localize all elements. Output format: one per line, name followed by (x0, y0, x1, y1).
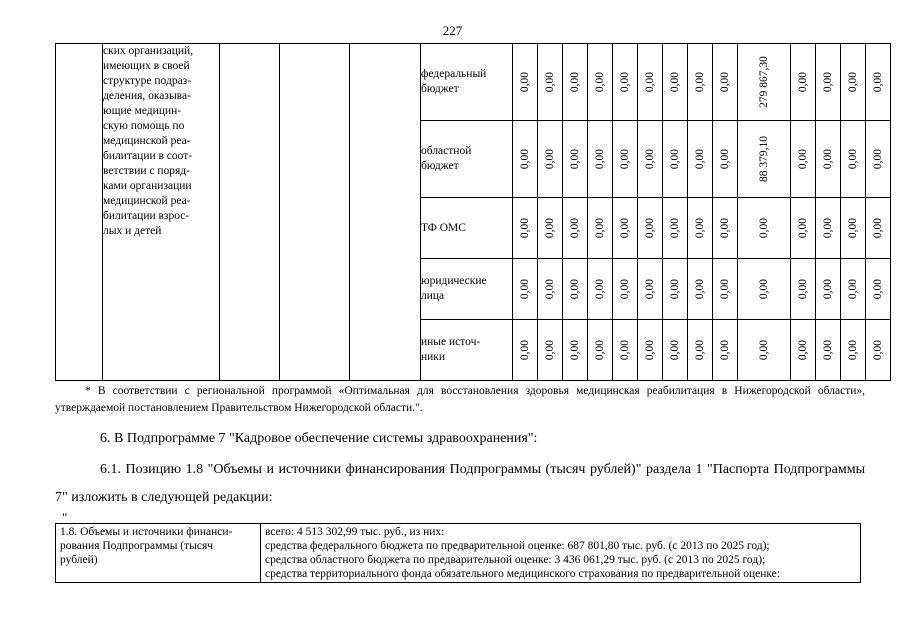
value-cell (688, 198, 713, 259)
value-cell (513, 198, 538, 259)
value-text: 0,00 (644, 278, 656, 300)
number-cell (56, 44, 103, 381)
value-text: 0,00 (694, 217, 706, 239)
value-text: 0,00 (757, 217, 770, 239)
funding-source: юридические лица (421, 259, 513, 320)
passport-line: средства областного бюджета по предварительной оценке: 3 436 061,29 тыс. руб. (с 2013 по 2025 год); (265, 554, 766, 566)
value-text: 279 867,30 (757, 56, 770, 108)
value-cell (588, 320, 613, 381)
value-text: 0,00 (821, 217, 834, 239)
value-cell (815, 121, 840, 198)
value-text: 0,00 (544, 148, 556, 170)
passport-line: средства федерального бюджета по предварительной оценке: 687 801,80 тыс. руб. (с 2013 по 2025 год); (265, 540, 770, 552)
value-cell (790, 121, 815, 198)
value-text: 0,00 (669, 278, 681, 300)
value-text: 0,00 (846, 278, 859, 300)
value-text: 0,00 (569, 71, 581, 93)
value-text: 0,00 (719, 217, 731, 239)
value-cell (563, 259, 588, 320)
value-text: 0,00 (796, 339, 809, 361)
value-text: 0,00 (519, 148, 531, 170)
value-text: 0,00 (757, 278, 770, 300)
value-cell (840, 198, 865, 259)
value-text: 0,00 (821, 71, 834, 93)
value-text: 0,00 (619, 339, 631, 361)
value-text: 0,00 (846, 148, 859, 170)
value-text: 0,00 (694, 148, 706, 170)
value-cell (688, 44, 713, 121)
value-cell (713, 259, 738, 320)
value-text: 0,00 (544, 71, 556, 93)
value-cell (865, 259, 890, 320)
value-text: 0,00 (796, 71, 809, 93)
value-text: 0,00 (694, 278, 706, 300)
value-cell (815, 320, 840, 381)
value-text: 0,00 (619, 148, 631, 170)
value-cell (865, 44, 890, 121)
funding-source: федеральный бюджет (421, 44, 513, 121)
entity-cell: ских организаций, имеющих в своей структуре подраз- деления, оказыва- ющие медицин- скую помощь по медицинской реа- билитации в соот- ветствии с поряд- ками организации медицинской реа- билитации взрос- лых и детей (103, 44, 220, 381)
value-cell (613, 198, 638, 259)
value-text: 0,00 (694, 339, 706, 361)
value-cell (638, 44, 663, 121)
funding-row (56, 44, 891, 121)
value-cell (688, 259, 713, 320)
value-cell (563, 44, 588, 121)
value-cell (738, 44, 791, 121)
value-text: 0,00 (519, 217, 531, 239)
value-text: 0,00 (719, 278, 731, 300)
value-cell (865, 121, 890, 198)
value-cell (790, 198, 815, 259)
value-cell (713, 44, 738, 121)
value-text: 0,00 (871, 278, 884, 300)
value-cell (588, 121, 613, 198)
value-cell (840, 121, 865, 198)
value-cell (815, 44, 840, 121)
value-text: 0,00 (669, 71, 681, 93)
value-text: 0,00 (519, 278, 531, 300)
value-cell (538, 198, 563, 259)
value-cell (790, 259, 815, 320)
value-text: 0,00 (594, 339, 606, 361)
value-text: 0,00 (569, 148, 581, 170)
value-cell (663, 198, 688, 259)
value-text: 0,00 (619, 217, 631, 239)
value-text: 0,00 (871, 148, 884, 170)
value-text: 0,00 (796, 217, 809, 239)
passport-label: 1.8. Объемы и источники финанси- рования Подпрограммы (тысяч рублей) (56, 524, 261, 583)
value-cell (865, 320, 890, 381)
financing-table (55, 43, 891, 381)
value-cell (588, 259, 613, 320)
value-text: 0,00 (871, 217, 884, 239)
value-text: 0,00 (669, 217, 681, 239)
value-text: 0,00 (796, 278, 809, 300)
value-text: 0,00 (569, 339, 581, 361)
value-cell (563, 198, 588, 259)
value-cell (790, 44, 815, 121)
empty-cell (280, 44, 350, 381)
value-text: 0,00 (544, 217, 556, 239)
value-cell (513, 320, 538, 381)
value-text: 0,00 (719, 148, 731, 170)
value-cell (538, 259, 563, 320)
value-cell (513, 259, 538, 320)
value-cell (663, 44, 688, 121)
value-cell (738, 320, 791, 381)
value-cell (638, 198, 663, 259)
value-text: 0,00 (669, 339, 681, 361)
opening-quote: " (62, 510, 68, 525)
value-cell (613, 320, 638, 381)
value-text: 0,00 (694, 71, 706, 93)
value-text: 0,00 (569, 217, 581, 239)
funding-source: иные источ- ники (421, 320, 513, 381)
value-text: 0,00 (519, 71, 531, 93)
value-cell (790, 320, 815, 381)
value-text: 0,00 (594, 71, 606, 93)
passport-content (261, 524, 861, 583)
value-text: 0,00 (519, 339, 531, 361)
value-text: 0,00 (719, 71, 731, 93)
value-text: 0,00 (757, 339, 770, 361)
value-cell (738, 121, 791, 198)
value-text: 0,00 (594, 217, 606, 239)
value-cell (613, 44, 638, 121)
value-cell (663, 320, 688, 381)
value-text: 0,00 (871, 339, 884, 361)
value-cell (563, 320, 588, 381)
funding-source: ТФ ОМС (421, 198, 513, 259)
value-cell (738, 198, 791, 259)
value-text: 0,00 (619, 71, 631, 93)
empty-cell (350, 44, 421, 381)
value-text: 0,00 (846, 217, 859, 239)
value-text: 0,00 (544, 339, 556, 361)
value-text: 0,00 (846, 339, 859, 361)
value-cell (613, 259, 638, 320)
value-text: 0,00 (821, 278, 834, 300)
value-cell (638, 121, 663, 198)
value-cell (663, 259, 688, 320)
value-text: 0,00 (644, 217, 656, 239)
value-cell (840, 320, 865, 381)
value-cell (588, 198, 613, 259)
value-text: 0,00 (569, 278, 581, 300)
passport-row (56, 524, 861, 583)
value-cell (538, 121, 563, 198)
value-cell (563, 121, 588, 198)
value-cell (513, 44, 538, 121)
value-cell (588, 44, 613, 121)
value-text: 0,00 (644, 148, 656, 170)
value-cell (513, 121, 538, 198)
value-cell (638, 259, 663, 320)
value-cell (815, 198, 840, 259)
value-cell (538, 44, 563, 121)
footnote: * В соответствии с региональной программой «Оптимальная для восстановления здоровья медицинская реабилитация в Нижегородской области», утверждаемой постановлением Правительством Нижегородской области.". (55, 385, 865, 414)
value-text: 0,00 (594, 148, 606, 170)
page-number: 227 (442, 23, 463, 38)
value-cell (538, 320, 563, 381)
value-text: 0,00 (544, 278, 556, 300)
value-cell (840, 44, 865, 121)
passport-line: всего: 4 513 302,99 тыс. руб., из них: (265, 526, 445, 538)
value-cell (738, 259, 791, 320)
value-text: 0,00 (594, 278, 606, 300)
value-cell (840, 259, 865, 320)
value-cell (688, 320, 713, 381)
value-cell (713, 320, 738, 381)
funding-source: областной бюджет (421, 121, 513, 198)
value-text: 0,00 (846, 71, 859, 93)
value-text: 0,00 (821, 148, 834, 170)
value-text: 0,00 (796, 148, 809, 170)
value-text: 0,00 (644, 339, 656, 361)
value-text: 0,00 (644, 71, 656, 93)
value-cell (713, 198, 738, 259)
value-cell (865, 198, 890, 259)
value-text: 88 379,10 (757, 136, 770, 182)
passport-line: средства территориального фонда обязательного медицинского страхования по предварительной оценке: (265, 568, 780, 580)
value-cell (663, 121, 688, 198)
value-cell (713, 121, 738, 198)
value-text: 0,00 (669, 148, 681, 170)
value-text: 0,00 (619, 278, 631, 300)
value-cell (688, 121, 713, 198)
empty-cell (220, 44, 280, 381)
value-text: 0,00 (821, 339, 834, 361)
paragraph-6-1: 6.1. Позицию 1.8 "Объемы и источники финансирования Подпрограммы (тысяч рублей)" раздела 1 "Паспорта Подпрограммы 7" изложить в следующей редакции: (55, 462, 865, 505)
value-text: 0,00 (871, 71, 884, 93)
value-cell (613, 121, 638, 198)
value-cell (815, 259, 840, 320)
value-text: 0,00 (719, 339, 731, 361)
paragraph-6: 6. В Подпрограмме 7 "Кадровое обеспечение системы здравоохранения": (100, 431, 538, 446)
passport-table (55, 523, 861, 583)
value-cell (638, 320, 663, 381)
